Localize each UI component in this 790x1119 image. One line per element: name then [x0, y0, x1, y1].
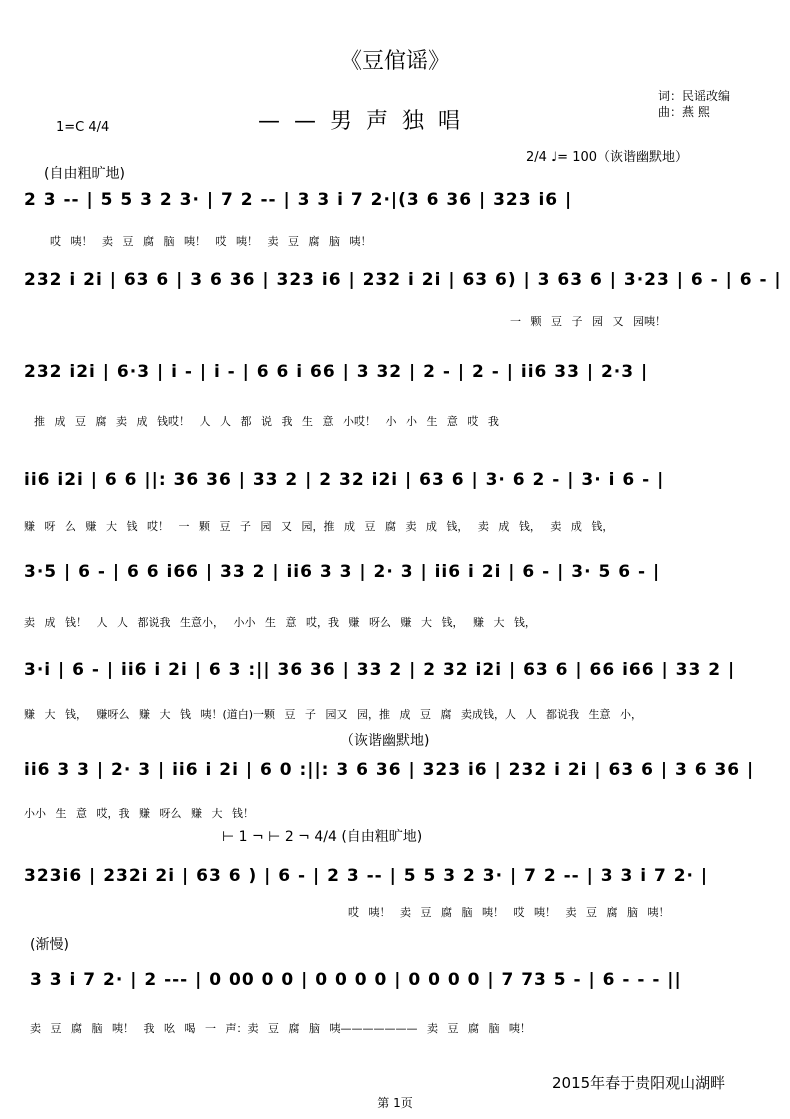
lyrics-system-6: 赚 大 钱， 赚呀么 赚 大 钱 咦！(道白)一颗 豆 子 园又 园，推 成 豆 腐 卖成钱，人 人 都说我 生意 小， — [24, 708, 643, 721]
music-system-1: 2 3 -- | 5 5 3 2 3· | 7 2 -- | 3 3 i 7 2·|(3 6 36 | 323 i6 | — [24, 190, 573, 210]
expression-humor-mid: （诙谐幽默地) — [340, 733, 430, 749]
music-system-7: ii6 3 3 | 2· 3 | ii6 i 2i | 6 0 :||: 3 6 36 | 323 i6 | 232 i 2i | 63 6 | 3 6 36 | — [24, 760, 755, 780]
lyrics-credit: 词：民谣改编 — [658, 89, 731, 103]
lyrics-system-7: 小小 生 意 哎，我 赚 呀么 赚 大 钱！ — [24, 807, 254, 820]
key-signature: 1=C 4/4 — [56, 120, 110, 135]
expression-free-start: (自由粗旷地) — [44, 166, 125, 182]
lyrics-system-8: 哎 咦！ 卖 豆 腐 脑 咦！ 哎 咦！ 卖 豆 腐 脑 咦！ — [348, 906, 670, 919]
lyrics-system-2: 一 颗 豆 子 园 又 园咦！ — [510, 315, 666, 328]
music-credit: 曲：燕 熙 — [658, 105, 710, 119]
lyrics-system-1: 哎 咦！ 卖 豆 腐 脑 咦！ 哎 咦！ 卖 豆 腐 脑 咦！ — [50, 235, 372, 248]
lyrics-system-9: 卖 豆 腐 脑 咦！ 我 吆 喝 一 声：卖 豆 腐 脑 咦——————— 卖 豆 腐 脑 咦！ — [30, 1022, 531, 1035]
lyrics-system-3: 推 成 豆 腐 卖 成 钱哎！ 人 人 都 说 我 生 意 小哎！ 小 小 生 意 哎 我 — [34, 415, 499, 428]
music-system-5: 3·5 | 6 - | 6 6 i66 | 33 2 | ii6 3 3 | 2· 3 | ii6 i 2i | 6 - | 3· 5 6 - | — [24, 562, 661, 582]
music-system-2: 232 i 2i | 63 6 | 3 6 36 | 323 i6 | 232 i 2i | 63 6) | 3 63 6 | 3·23 | 6 - | 6 - | — [24, 270, 782, 290]
music-system-4: ii6 i2i | 6 6 ||: 36 36 | 33 2 | 2 32 i2i | 63 6 | 3· 6 2 - | 3· i 6 - | — [24, 470, 665, 490]
expression-volta-free: ⊢ 1 ¬ ⊢ 2 ¬ 4/4 (自由粗旷地) — [222, 829, 423, 845]
tempo-marking: 2/4 ♩= 100（诙谐幽默地） — [526, 150, 689, 165]
song-subtitle: ——男声独唱 — [258, 109, 475, 134]
music-system-6: 3·i | 6 - | ii6 i 2i | 6 3 :|| 36 36 | 33 2 | 2 32 i2i | 63 6 | 66 i66 | 33 2 | — [24, 660, 736, 680]
footer-date-place: 2015年春于贵阳观山湖畔 — [552, 1074, 726, 1092]
lyrics-system-4: 赚 呀 么 赚 大 钱 哎！ 一 颗 豆 子 园 又 园，推 成 豆 腐 卖 成 钱， 卖 成 钱， 卖 成 钱， — [24, 520, 614, 533]
music-system-9: 3 3 i 7 2· | 2 --- | 0 00 0 0 | 0 0 0 0 | 0 0 0 0 | 7 73 5 - | 6 - - - || — [30, 970, 682, 990]
credits — [658, 88, 730, 120]
music-system-8: 323i6 | 232i 2i | 63 6 ) | 6 - | 2 3 -- | 5 5 3 2 3· | 7 2 -- | 3 3 i 7 2· | — [24, 866, 709, 886]
music-system-3: 232 i2i | 6·3 | i - | i - | 6 6 i 66 | 3 32 | 2 - | 2 - | ii6 33 | 2·3 | — [24, 362, 649, 382]
expression-slowing: (渐慢) — [30, 937, 69, 953]
lyrics-system-5: 卖 成 钱！ 人 人 都说我 生意小， 小小 生 意 哎，我 赚 呀么 赚 大 钱， 赚 大 钱， — [24, 616, 536, 629]
page-number: 第 1页 — [377, 1096, 413, 1110]
song-title: 《豆倌谣》 — [339, 49, 450, 74]
